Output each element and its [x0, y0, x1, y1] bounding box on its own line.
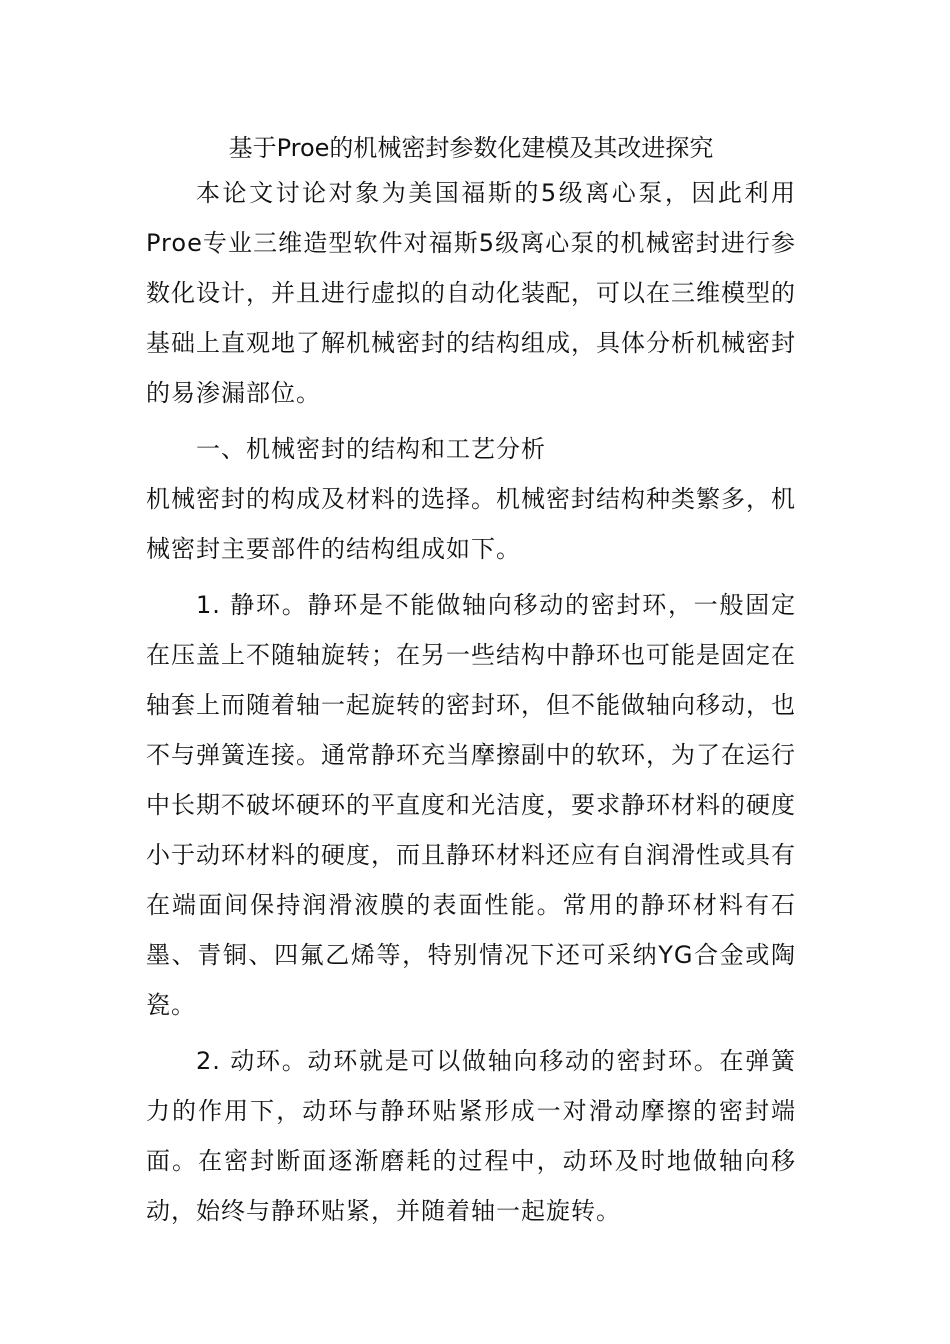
document-title: 基于Proe的机械密封参数化建模及其改进探究 [228, 134, 714, 162]
paragraph-intro: 本论文讨论对象为美国福斯的5级离心泵，因此利用Proe专业三维造型软件对福斯5级离心泵的机械密封进行参数化设计，并且进行虚拟的自动化装配，可以在三维模型的基础上直观地了解机械密封的结构组成，具体分析机械密封的易渗漏部位。 [146, 179, 796, 407]
paragraph-structure: 机械密封的构成及材料的选择。机械密封结构种类繁多，机械密封主要部件的结构组成如下。 [146, 485, 796, 563]
paragraph-moving-ring: 2. 动环。动环就是可以做轴向移动的密封环。在弹簧力的作用下，动环与静环贴紧形成一对滑动摩擦的密封端面。在密封断面逐渐磨耗的过程中，动环及时地做轴向移动，始终与静环贴紧，并随着轴一起旋转。 [146, 1047, 796, 1225]
paragraph-static-ring: 1. 静环。静环是不能做轴向移动的密封环，一般固定在压盖上不随轴旋转；在另一些结构中静环也可能是固定在轴套上而随着轴一起旋转的密封环，但不能做轴向移动，也不与弹簧连接。通常静环充当摩擦副中的软环，为了在运行中长期不破坏硬环的平直度和光洁度，要求静环材料的硬度小于动环材料的硬度，而且静环材料还应有自润滑性或具有在端面间保持润滑液膜的表面性能。常用的静环材料有石墨、青铜、四氟乙烯等，特别情况下还可采纳YG合金或陶瓷。 [146, 591, 796, 1019]
document-body [146, 128, 796, 1236]
section-heading: 一、机械密封的结构和工艺分析 [196, 435, 546, 463]
